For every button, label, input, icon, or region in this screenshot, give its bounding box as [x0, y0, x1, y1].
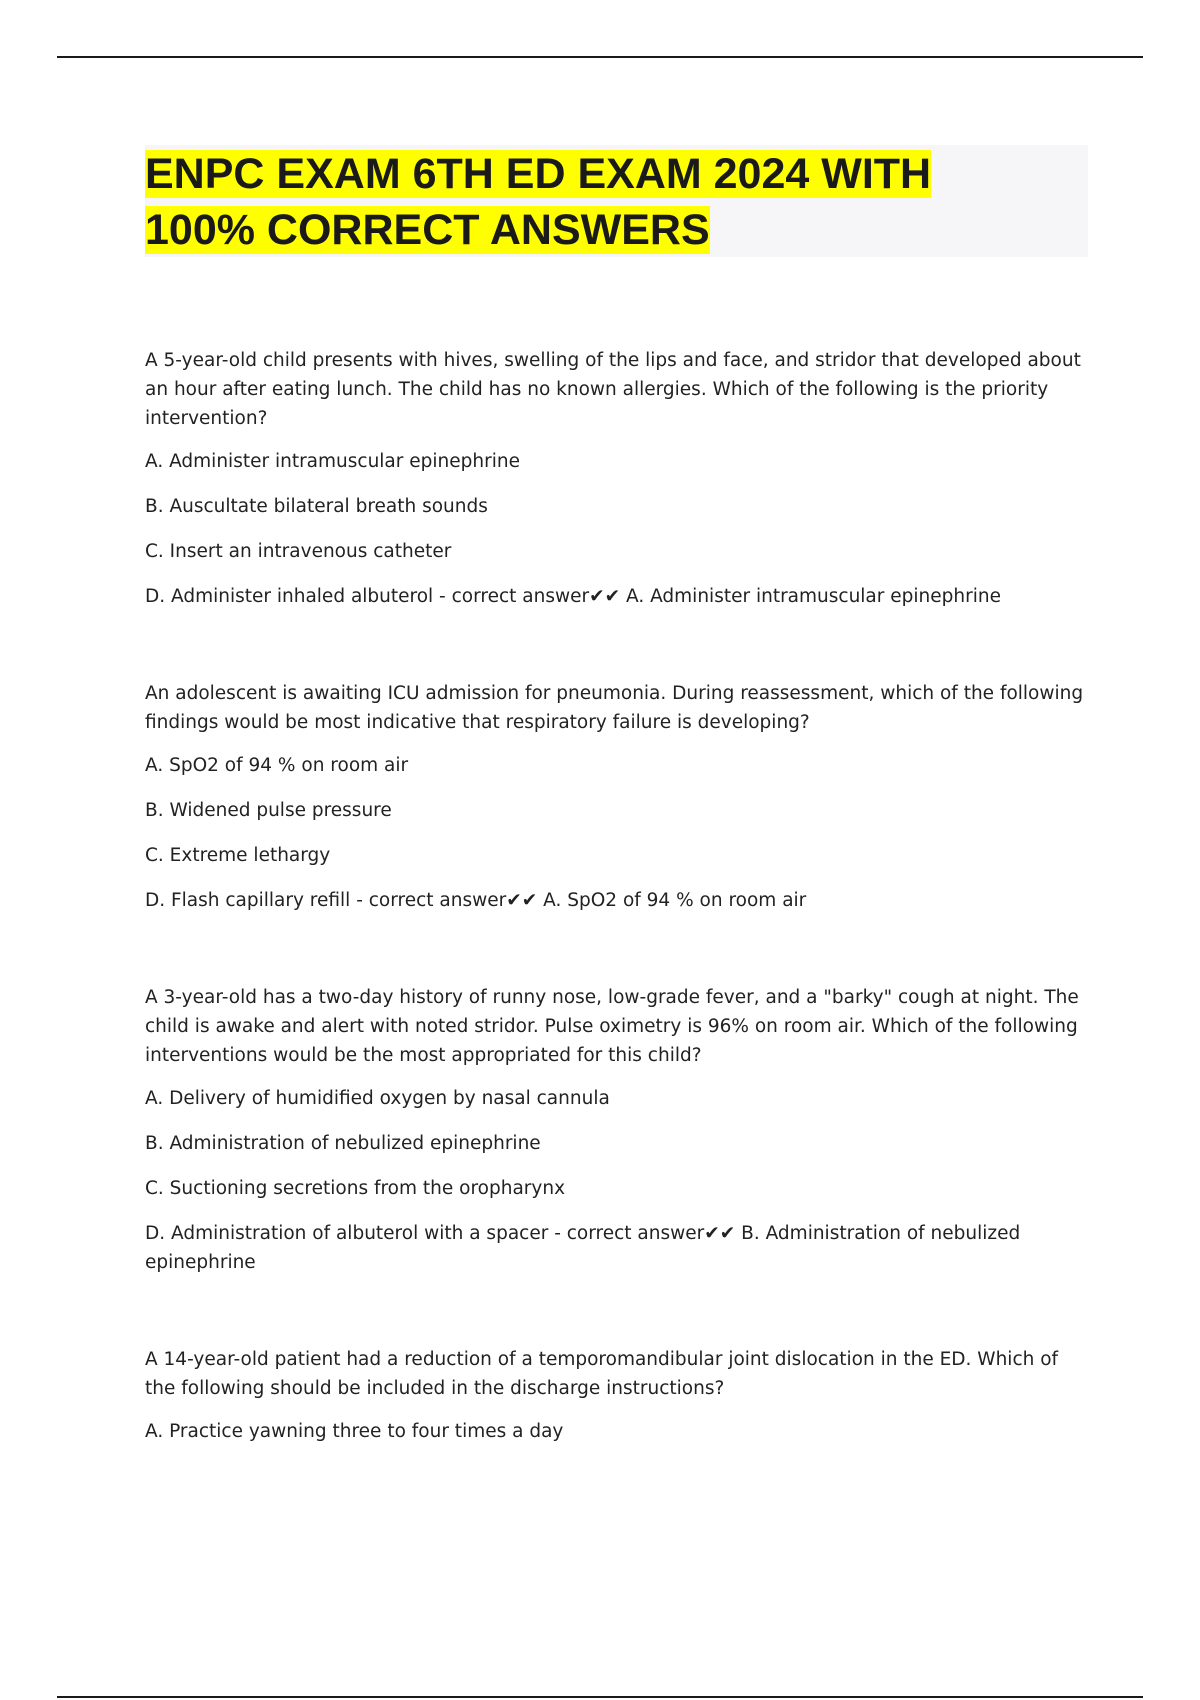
- question-block: [145, 679, 1085, 915]
- correct-answer: B. Administration of nebulized epinephrine: [145, 1223, 1021, 1273]
- checkmark-icon: ✔✔: [704, 1223, 736, 1244]
- answer-option-text: D. Administration of albuterol with a spacer - correct answer: [145, 1223, 705, 1244]
- document-title: [145, 146, 1045, 258]
- checkmark-icon: ✔✔: [589, 586, 621, 607]
- question-stem: A 5-year-old child presents with hives, swelling of the lips and face, and stridor that developed about an hour after eating lunch. The child has no known allergies. Which of the following is the priority intervention?: [145, 350, 1081, 429]
- question-block: [145, 983, 1085, 1277]
- answer-option-with-key: [145, 1219, 1085, 1277]
- question-block: [145, 1345, 1085, 1446]
- answer-option: B. Administration of nebulized epinephrine: [145, 1133, 541, 1154]
- answer-option: A. Practice yawning three to four times a day: [145, 1421, 564, 1442]
- checkmark-icon: ✔✔: [506, 890, 538, 911]
- question-stem: A 3-year-old has a two-day history of runny nose, low-grade fever, and a "barky" cough at night. The child is awake and alert with noted stridor. Pulse oximetry is 96% on room air. Which of the following interventions would be the most appropriated for this child?: [145, 987, 1079, 1066]
- answer-option: A. SpO2 of 94 % on room air: [145, 755, 409, 776]
- answer-option-with-key: [145, 886, 1085, 915]
- correct-answer: A. Administer intramuscular epinephrine: [626, 586, 1001, 607]
- question-list: [145, 346, 1085, 1462]
- answer-option-text: D. Administer inhaled albuterol - correct answer: [145, 586, 590, 607]
- answer-option: C. Extreme lethargy: [145, 845, 331, 866]
- question-block: [145, 346, 1085, 611]
- answer-option: B. Widened pulse pressure: [145, 800, 392, 821]
- answer-option: A. Delivery of humidified oxygen by nasal cannula: [145, 1088, 610, 1109]
- question-stem: An adolescent is awaiting ICU admission for pneumonia. During reassessment, which of the following findings would be most indicative that respiratory failure is developing?: [145, 683, 1084, 733]
- correct-answer: A. SpO2 of 94 % on room air: [543, 890, 807, 911]
- answer-option: B. Auscultate bilateral breath sounds: [145, 496, 488, 517]
- answer-option-text: D. Flash capillary refill - correct answer: [145, 890, 507, 911]
- answer-option: C. Suctioning secretions from the oropharynx: [145, 1178, 566, 1199]
- answer-option: A. Administer intramuscular epinephrine: [145, 451, 520, 472]
- top-rule: [57, 56, 1143, 58]
- answer-option-with-key: [145, 582, 1085, 611]
- question-stem: A 14-year-old patient had a reduction of a temporomandibular joint dislocation in the ED. Which of the following should be included in the discharge instructions?: [145, 1349, 1059, 1399]
- answer-option: C. Insert an intravenous catheter: [145, 541, 452, 562]
- bottom-rule: [57, 1696, 1143, 1698]
- title-highlight: ENPC EXAM 6TH ED EXAM 2024 WITH 100% CORRECT ANSWERS: [145, 150, 932, 254]
